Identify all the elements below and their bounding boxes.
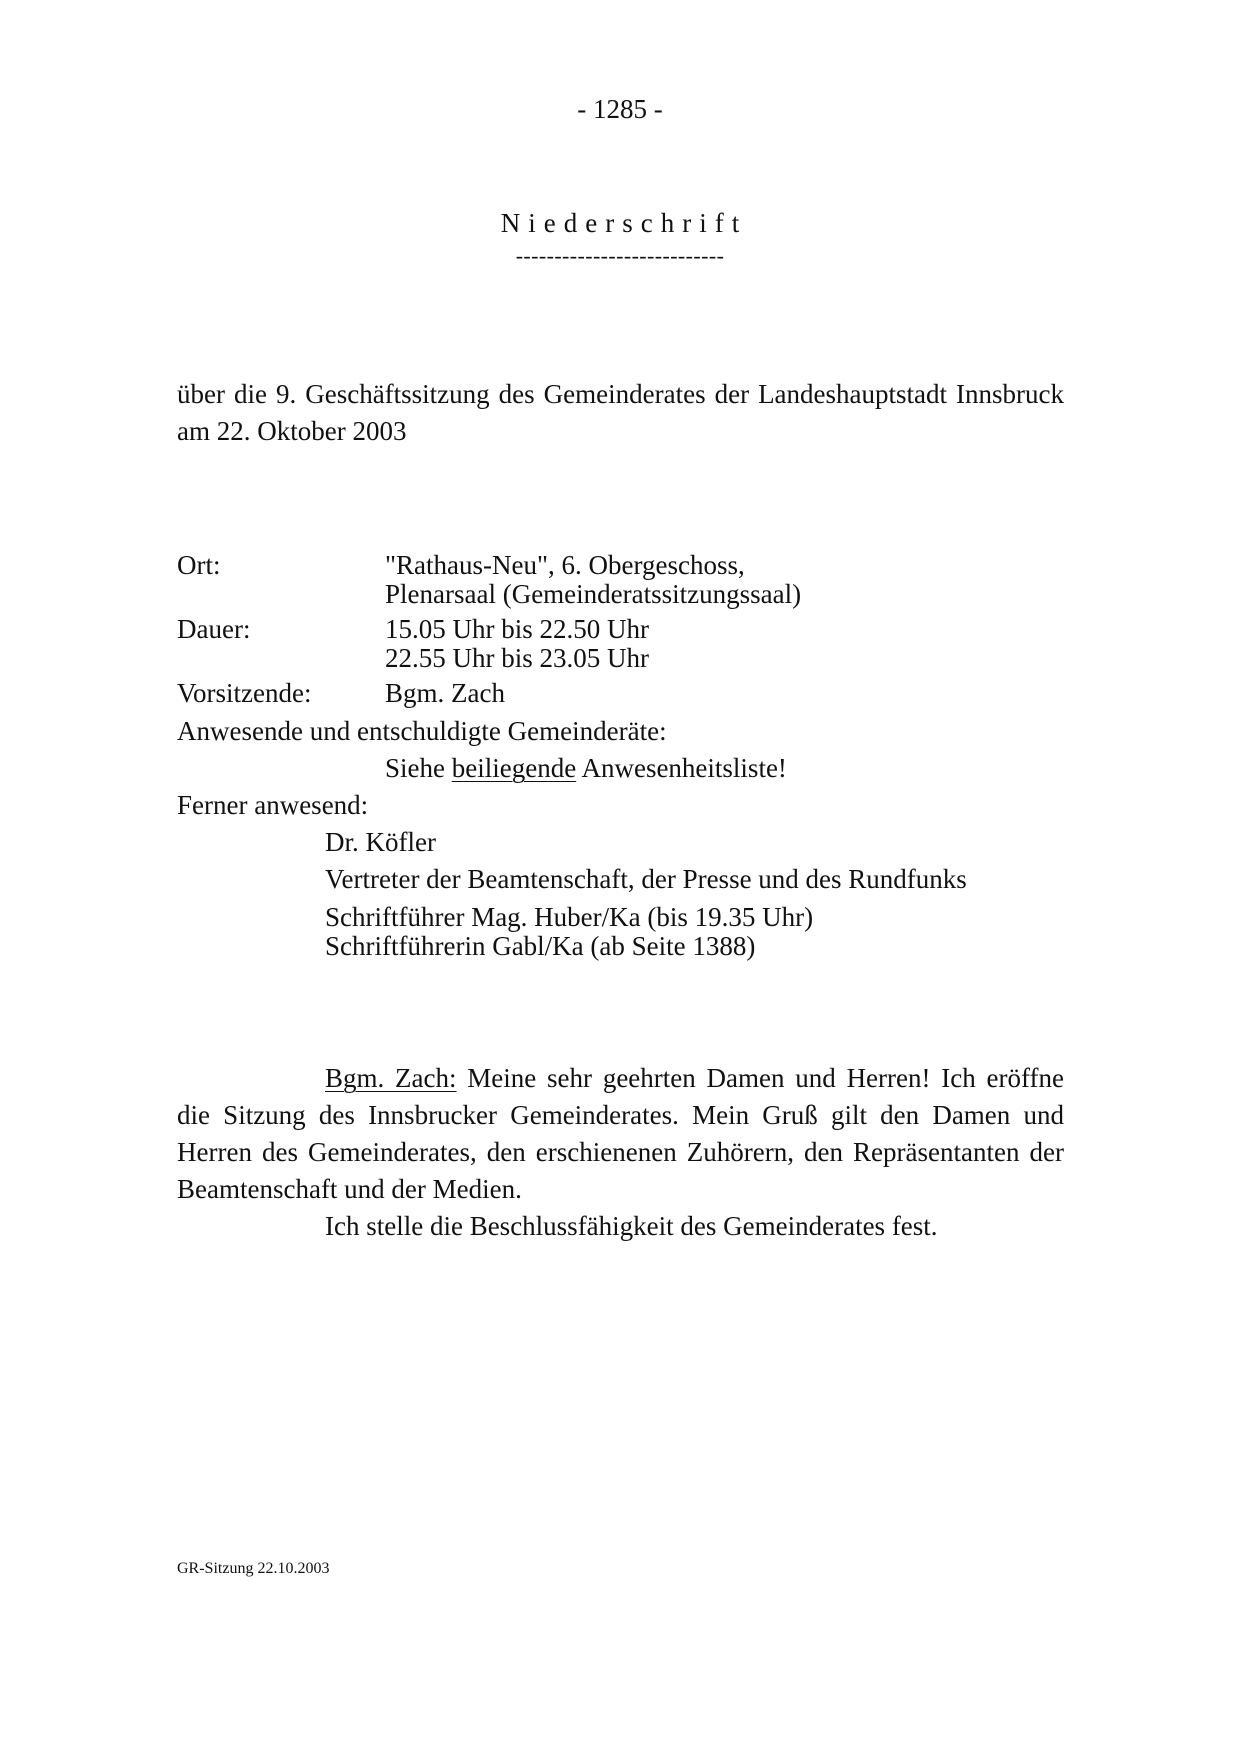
vorsitz-value: Bgm. Zach [385,678,505,708]
ort-line-2: Plenarsaal (Gemeinderatssitzungssaal) [385,579,802,609]
ferner-label: Ferner anwesend: [177,790,369,820]
ort-label: Ort: [177,550,221,580]
ferner-item-2: Vertreter der Beamtenschaft, der Presse und des Rundfunks [325,864,967,894]
dauer-line-1: 15.05 Uhr bis 22.50 Uhr [385,614,649,644]
speech-paragraph-1 [177,1060,1064,1208]
anwesende-prefix: Siehe [385,753,452,783]
ort-line-1: "Rathaus-Neu", 6. Obergeschoss, [385,550,745,580]
ferner-item-4: Schriftführerin Gabl/Ka (ab Seite 1388) [325,931,756,961]
page-number: - 1285 - [577,94,663,124]
anwesende-value [385,753,787,784]
intro-paragraph: über die 9. Geschäftssitzung des Gemeinderates der Landeshauptstadt Innsbruck am 22. Oktober 2003 [177,379,1064,446]
anwesende-underlined: beiliegende [451,753,577,783]
speech-section [177,1060,1064,1245]
dauer-line-2: 22.55 Uhr bis 23.05 Uhr [385,643,649,673]
dauer-label: Dauer: [177,614,251,644]
document-title: Niederschrift [500,208,748,238]
ferner-item-1: Dr. Köfler [325,827,436,857]
speech-paragraph-2: Ich stelle die Beschlussfähigkeit des Gemeinderates fest. [325,1211,938,1241]
speech-text: Meine sehr geehrten Damen und Herren! Ich eröffne die Sitzung des Innsbrucker Gemeinderates. Mein Gruß gilt den Damen und Herren des Gemeinderates, den erschienenen Zuhörern, den Repräsentanten der Beamtenschaft und der Medien. [177,1063,1064,1204]
vorsitz-label: Vorsitzende: [177,678,312,708]
ferner-item-3: Schriftführer Mag. Huber/Ka (bis 19.35 Uhr) [325,902,814,932]
speaker-name: Bgm. Zach: [325,1063,457,1093]
title-underline-rule: --------------------------- [515,243,725,268]
anwesende-suffix: Anwesenheitsliste! [576,753,787,783]
page-footer: GR-Sitzung 22.10.2003 [177,1560,330,1577]
anwesende-label: Anwesende und entschuldigte Gemeinderäte: [177,716,667,746]
